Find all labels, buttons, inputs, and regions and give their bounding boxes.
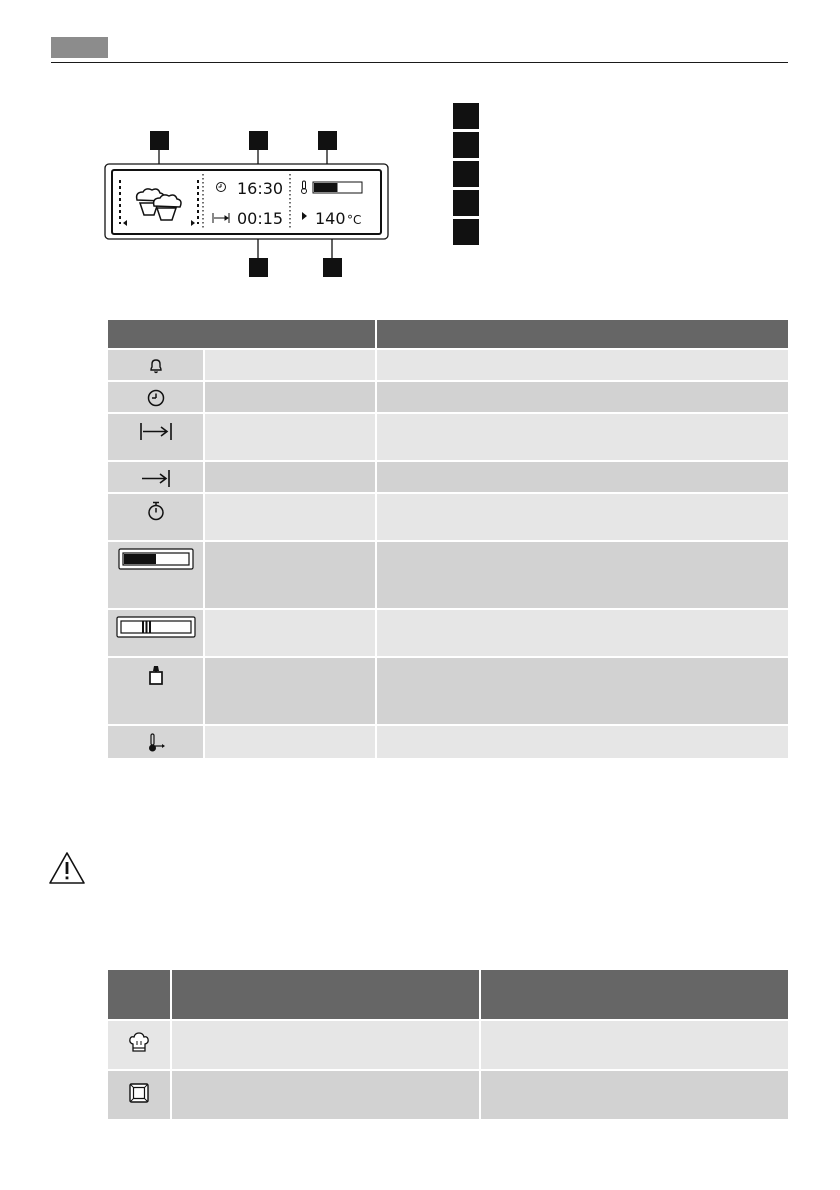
table-row <box>108 725 788 759</box>
table-header-row <box>108 970 788 1020</box>
table-row <box>108 413 788 461</box>
legend-callout-5 <box>453 219 479 245</box>
table-row <box>108 609 788 657</box>
callout-4 <box>249 258 268 277</box>
display-symbols-table <box>108 320 788 760</box>
display-temperature-unit: °C <box>347 213 362 227</box>
callout-1 <box>150 131 169 150</box>
table-row <box>108 381 788 413</box>
header-rule <box>51 62 788 63</box>
core-temperature-sensor-icon <box>108 725 204 759</box>
fast-heat-bar-icon <box>108 609 204 657</box>
weight-icon <box>108 657 204 725</box>
table-row <box>108 349 788 381</box>
table2-header-col3 <box>480 970 788 1020</box>
clock-icon <box>108 381 204 413</box>
table-header-description <box>376 320 788 349</box>
display-svg <box>100 100 400 290</box>
stopwatch-icon <box>108 493 204 541</box>
chapter-tab <box>51 37 108 58</box>
display-duration-time: 00:15 <box>237 209 284 228</box>
legend-callout-1 <box>453 103 479 129</box>
table-row <box>108 1070 788 1120</box>
callout-2 <box>249 131 268 150</box>
display-illustration <box>100 100 400 290</box>
end-time-icon <box>108 461 204 493</box>
display-temperature: 140 <box>315 209 346 228</box>
table-row <box>108 657 788 725</box>
heat-up-bar-icon <box>108 541 204 609</box>
chef-hat-icon <box>108 1020 171 1070</box>
warning-icon <box>48 851 86 885</box>
table-row <box>108 461 788 493</box>
legend-callout-2 <box>453 132 479 158</box>
legend-callout-4 <box>453 190 479 216</box>
oven-icon <box>108 1070 171 1120</box>
table-row <box>108 541 788 609</box>
table-row <box>108 1020 788 1070</box>
table-header-row <box>108 320 788 349</box>
display-heat-bar <box>313 182 362 193</box>
table2-header-col2 <box>171 970 480 1020</box>
table-header-symbol <box>108 320 376 349</box>
legend-callout-3 <box>453 161 479 187</box>
duration-icon <box>108 413 204 461</box>
callout-5 <box>323 258 342 277</box>
table2-header-symbol <box>108 970 171 1020</box>
callout-3 <box>318 131 337 150</box>
table-row <box>108 493 788 541</box>
display-clock-time: 16:30 <box>237 179 284 198</box>
bell-icon <box>108 349 204 381</box>
programme-symbols-table <box>108 970 788 1121</box>
